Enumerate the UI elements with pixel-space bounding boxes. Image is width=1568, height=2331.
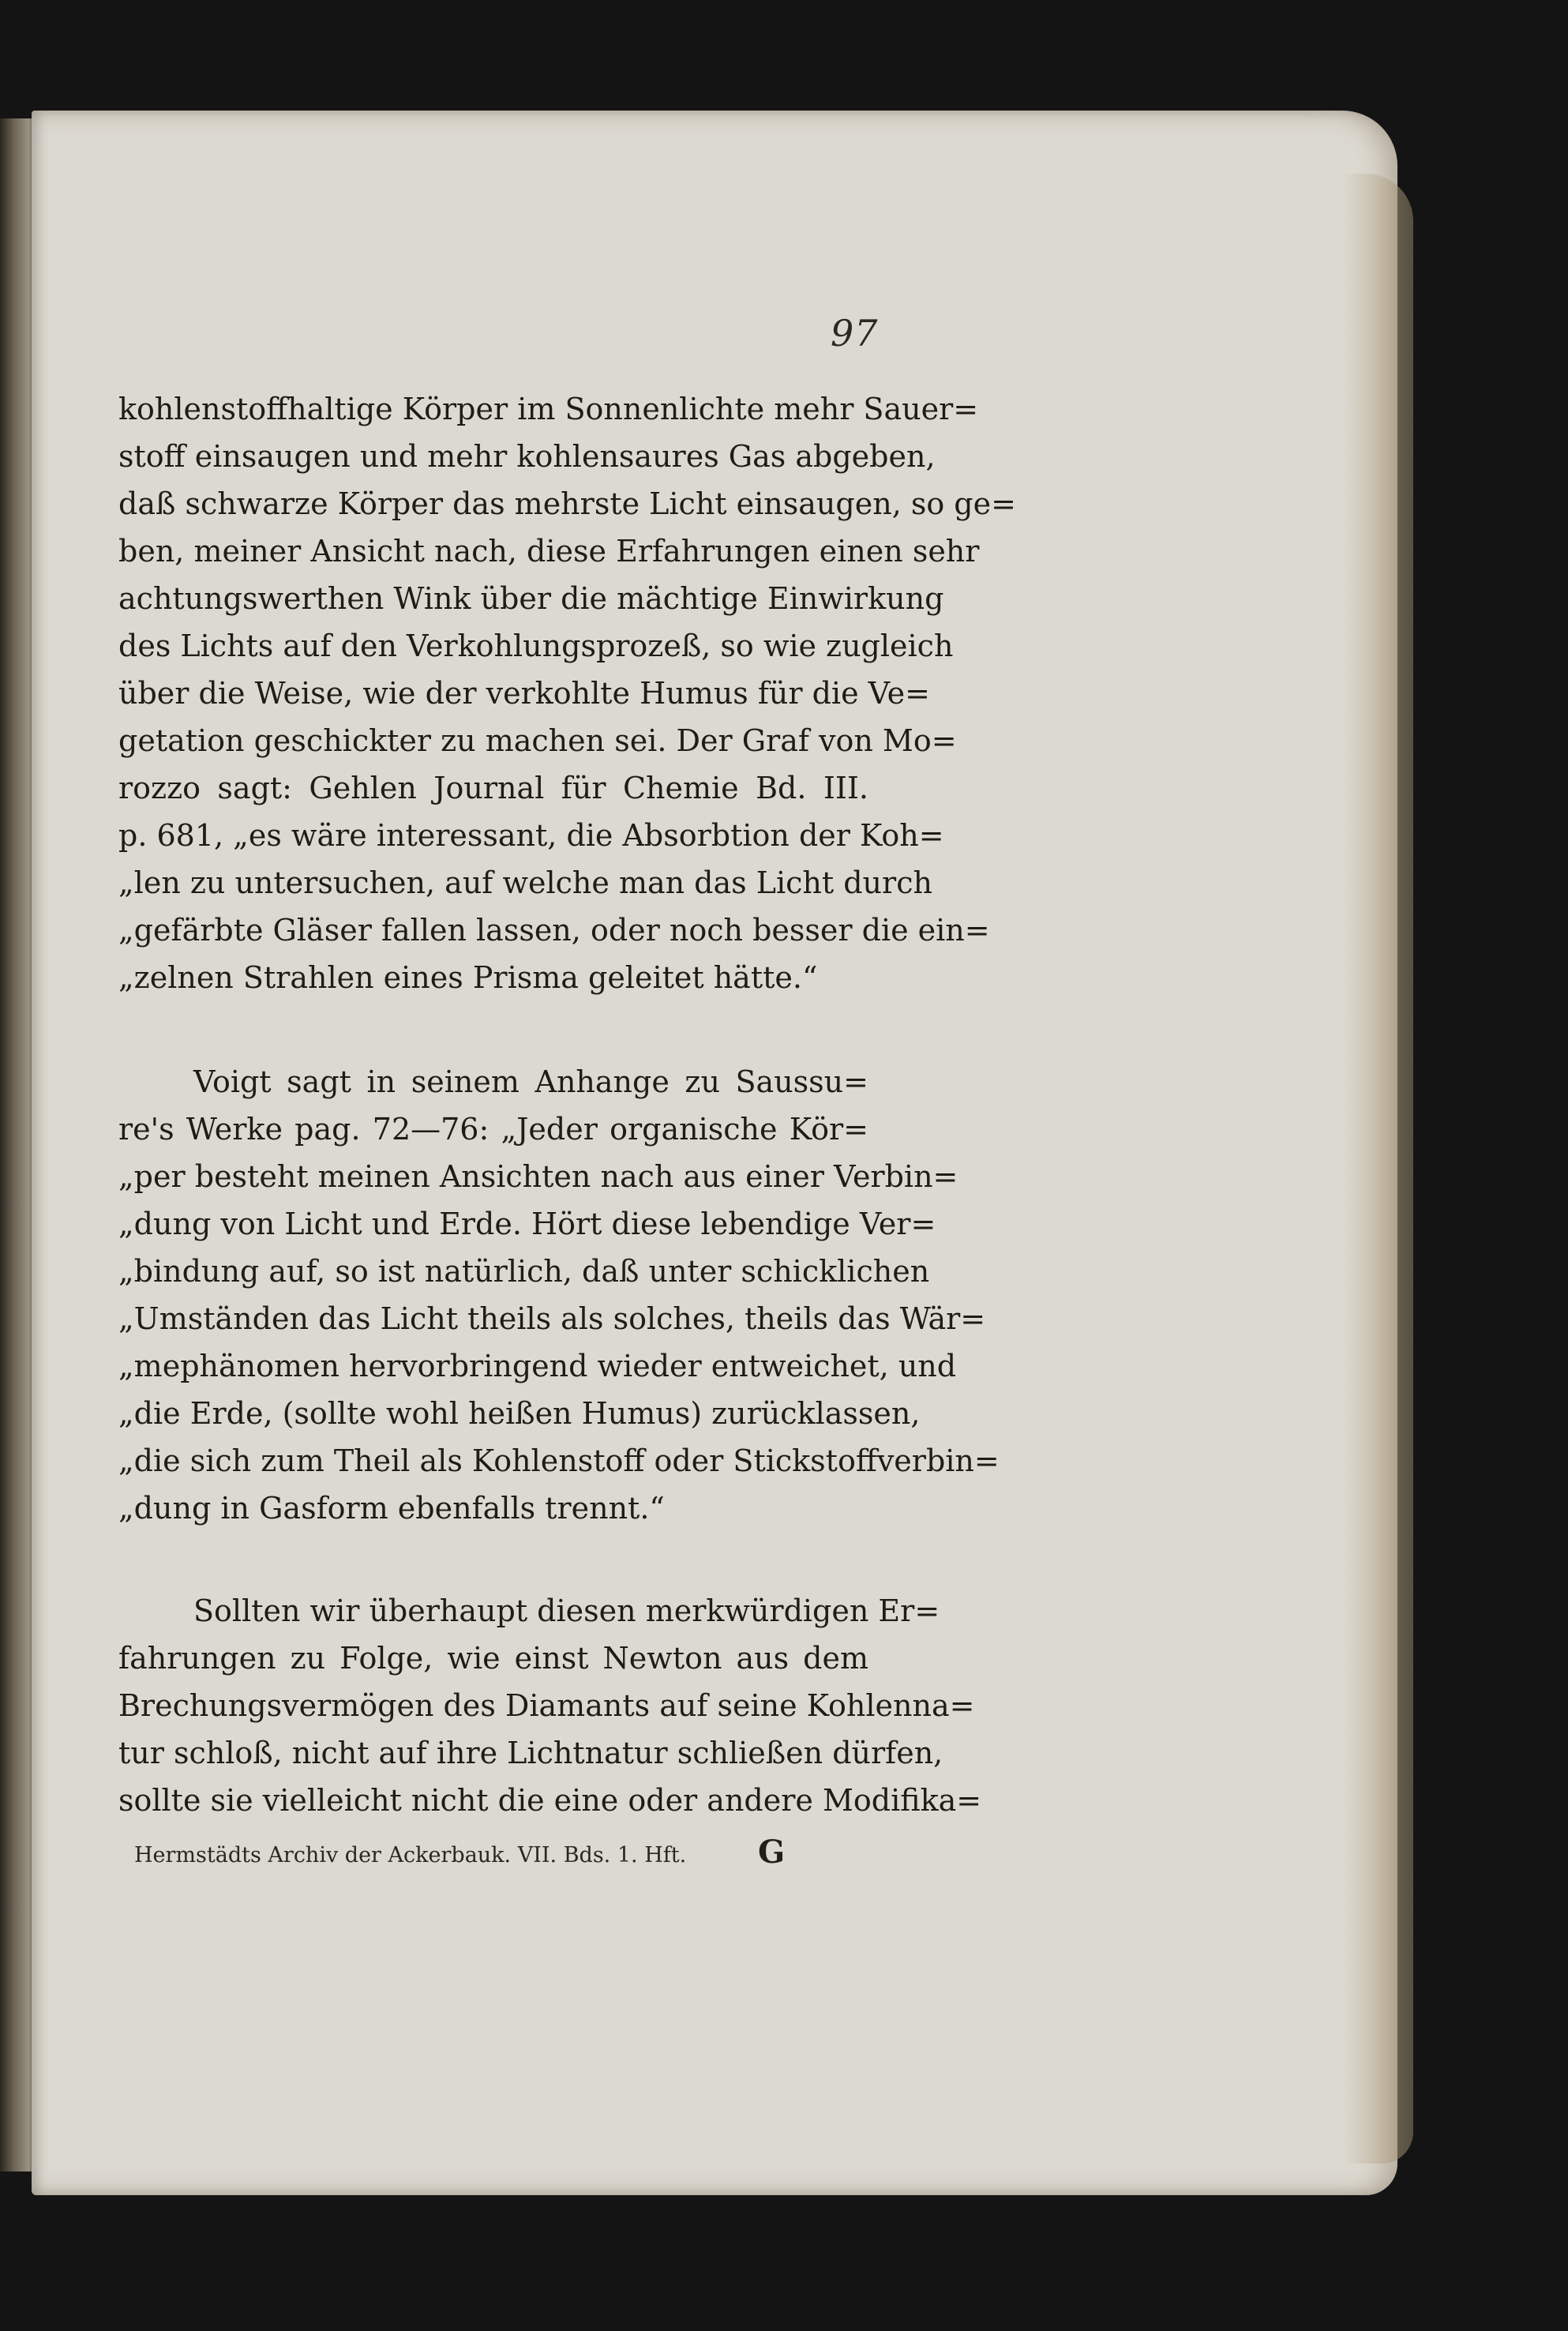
text-line: kohlenstoffhaltige Körper im Sonnenlichte mehr Sauer= [118,392,979,426]
text-line: sollte sie vielleicht nicht die eine oder andere Modifika= [118,1783,982,1818]
text-line: über die Weise, wie der verkohlte Humus für die Ve= [118,676,930,711]
text-line: „Umständen das Licht theils als solches, theils das Wär= [118,1301,986,1336]
text-line: tur schloß, nicht auf ihre Lichtnatur schließen dürfen, [118,1736,943,1770]
text-line: „die Erde, (sollte wohl heißen Humus) zurücklassen, [118,1396,921,1431]
text-line: Voigt sagt in seinem Anhange zu Saussu= [193,1064,868,1099]
text-line: Sollten wir überhaupt diesen merkwürdigen Er= [193,1593,940,1628]
text-line: rozzo sagt: Gehlen Journal für Chemie Bd. III. [118,771,868,805]
paragraph-1 [118,385,1016,1001]
page-number: 97 [831,312,879,355]
paragraph-2 [118,1058,1000,1532]
text-line: des Lichts auf den Verkohlungsprozeß, so wie zugleich [118,629,954,663]
text-line: „mephänomen hervorbringend wieder entweichet, und [118,1349,957,1383]
paragraph-3 [118,1587,982,1824]
text-line: „per besteht meinen Ansichten nach aus einer Verbin= [118,1159,958,1194]
text-line: fahrungen zu Folge, wie einst Newton aus dem [118,1641,868,1676]
text-line: stoff einsaugen und mehr kohlensaures Gas abgeben, [118,439,936,474]
text-line: getation geschickter zu machen sei. Der Graf von Mo= [118,723,957,758]
text-line: „bindung auf, so ist natürlich, daß unter schicklichen [118,1254,930,1289]
text-line: „dung von Licht und Erde. Hört diese lebendige Ver= [118,1207,936,1241]
text-line: re's Werke pag. 72—76: „Jeder organische Kör= [118,1112,868,1147]
text-line: Brechungsvermögen des Diamants auf seine Kohlenna= [118,1688,975,1723]
text-line: „die sich zum Theil als Kohlenstoff oder Stickstoffverbin= [118,1443,1000,1478]
signature-footer: Hermstädts Archiv der Ackerbauk. VII. Bds. 1. Hft. [134,1843,687,1867]
text-line: „gefärbte Gläser fallen lassen, oder noch besser die ein= [118,913,990,948]
signature-mark: G [758,1834,786,1871]
text-line: achtungswerthen Wink über die mächtige Einwirkung [118,581,944,616]
page-edge-shading [1342,174,1413,2164]
text-line: „len zu untersuchen, auf welche man das Licht durch [118,865,932,900]
text-line: ben, meiner Ansicht nach, diese Erfahrungen einen sehr [118,534,980,569]
text-line: daß schwarze Körper das mehrste Licht einsaugen, so ge= [118,486,1016,521]
text-line: „zelnen Strahlen eines Prisma geleitet hätte.“ [118,960,818,995]
text-line: „dung in Gasform ebenfalls trennt.“ [118,1491,665,1526]
text-line: p. 681, „es wäre interessant, die Absorbtion der Koh= [118,818,944,853]
